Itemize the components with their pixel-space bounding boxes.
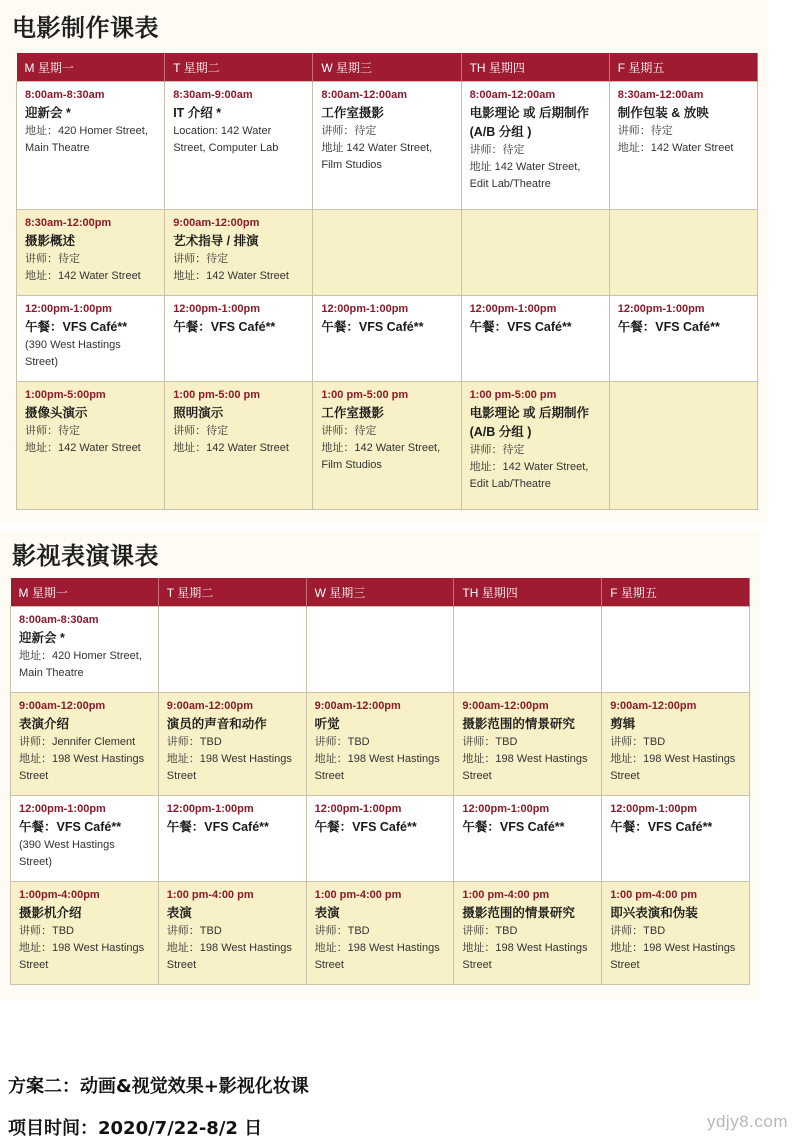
session-detail: 地址：198 West Hastings [19,942,145,954]
session-detail: 地址：198 West Hastings [19,753,145,765]
header-row [11,578,750,607]
session-detail: 讲师：待定 [25,253,80,265]
session-detail: Main Theatre [25,142,90,154]
header-friday: F 星期五 [602,578,750,607]
schedule-cell [313,296,461,382]
schedule-cell [454,607,602,693]
header-friday: F 星期五 [609,53,757,82]
session-time: 8:30am-12:00am [617,89,704,101]
table-row [11,607,750,693]
table-row [17,382,758,510]
session-detail: 地址：142 Water Street [25,442,141,454]
session-detail: 地址：198 West Hastings [314,753,440,765]
session-title: 摄影范围的情景研究 [462,717,575,731]
session-time: 9:00am-12:00pm [462,700,549,712]
schedule-cell [17,296,165,382]
session-time: 8:00am-12:00am [321,89,407,101]
session-time: 8:00am-8:30am [19,614,99,626]
session-title: 表演 [314,906,340,920]
session-time: 1:00 pm-4:00 pm [462,889,550,901]
schedule-cell [165,82,313,210]
session-detail: Street) [25,356,59,368]
schedule-title: 电影制作课表 [12,14,159,42]
session-detail: Street [610,959,640,971]
header-thursday: TH 星期四 [454,578,602,607]
session-detail: 地址：198 West Hastings [610,942,736,954]
session-time: 12:00pm-1:00pm [610,803,698,815]
session-detail: 讲师：TBD [314,925,370,937]
schedule-cell [313,82,461,210]
session-detail: 讲师：待定 [617,125,673,137]
schedule-cell [306,882,454,985]
table-row [11,796,750,882]
session-detail: Street) [19,856,53,868]
schedule-cell [461,82,609,210]
header-monday: M 星期一 [11,578,159,607]
session-time: 12:00pm-1:00pm [314,803,402,815]
session-detail: 地址 142 Water Street, [469,161,581,173]
session-time: 8:00am-8:30am [25,89,105,101]
session-detail: 讲师：TBD [166,925,222,937]
schedule-cell [313,210,461,296]
session-time: 1:00pm-4:00pm [19,889,100,901]
schedule-cell [602,693,750,796]
session-title: 表演 [166,906,192,920]
session-time: 1:00pm-5:00pm [25,389,106,401]
session-detail: Street [166,770,197,782]
session-title: IT 介绍 * [173,106,222,120]
session-time: 12:00pm-1:00pm [617,303,705,315]
session-detail: Street [19,770,49,782]
session-detail: 讲师：TBD [19,925,74,937]
session-time: 9:00am-12:00pm [314,700,401,712]
film-production-schedule [0,0,768,522]
table-row [17,210,758,296]
session-title: 午餐：VFS Café** [610,820,713,834]
session-detail: 地址：420 Homer Street, [25,125,148,137]
session-title: 制作包装 & 放映 [617,106,709,120]
schedule-cell [17,82,165,210]
schedule-cell [454,882,602,985]
header-wednesday: W 星期三 [313,53,461,82]
schedule-cell [158,882,306,985]
schedule-cell [454,796,602,882]
session-detail: Film Studios [321,459,382,471]
session-detail: Street [314,959,344,971]
schedule-cell [158,607,306,693]
session-detail: 地址：198 West Hastings [314,942,440,954]
session-detail: 地址：142 Water Street [617,142,734,154]
session-title: 摄影机介绍 [19,906,82,920]
session-time: 9:00am-12:00pm [19,700,106,712]
header-tuesday: T 星期二 [165,53,313,82]
acting-schedule [0,530,760,1000]
schedule-cell [158,796,306,882]
schedule-cell [165,210,313,296]
project-dates: 项目时间：2020/7/22-8/2 日 [8,1118,263,1139]
session-detail: 地址：198 West Hastings [166,942,292,954]
session-detail: Street [314,770,344,782]
session-title: 午餐：VFS Café** [25,320,128,334]
session-detail: Street [166,959,197,971]
session-detail: 讲师：待定 [321,125,377,137]
session-detail: 讲师：待定 [173,425,229,437]
session-title: 午餐：VFS Café** [617,320,720,334]
session-time: 12:00pm-1:00pm [25,303,112,315]
session-detail: 讲师：待定 [25,425,80,437]
session-detail: 地址：142 Water Street [25,270,141,282]
session-detail: 地址：198 West Hastings [166,753,292,765]
session-title: 工作室摄影 [321,106,384,120]
schedule-title: 影视表演课表 [12,542,159,570]
schedule-table [16,53,758,510]
header-row [17,53,758,82]
session-title: 艺术指导 / 排演 [173,234,259,248]
session-title: 午餐：VFS Café** [166,820,269,834]
session-title: 午餐：VFS Café** [173,320,276,334]
session-title: 表演介绍 [19,717,70,731]
plan-heading: 方案二：动画&视觉效果+影视化妆课 [8,1076,309,1097]
session-detail: Edit Lab/Theatre [469,178,551,190]
schedule-cell [602,882,750,985]
session-detail: 讲师：TBD [166,736,222,748]
session-title: 午餐：VFS Café** [321,320,424,334]
session-detail: 地址 142 Water Street, [321,142,433,154]
session-detail: Edit Lab/Theatre [469,478,551,490]
session-title: 午餐：VFS Café** [462,820,565,834]
session-detail: 讲师：待定 [469,144,525,156]
session-detail: 讲师：TBD [314,736,370,748]
session-detail: 地址：142 Water Street [173,270,289,282]
session-detail: Street, Computer Lab [173,142,279,154]
session-time: 1:00 pm-5:00 pm [173,389,260,401]
session-title: 即兴表演和伪装 [610,906,698,920]
session-time: 8:00am-12:00am [469,89,556,101]
session-detail: 地址：142 Water Street, [321,442,441,454]
session-detail: 讲师：待定 [173,253,229,265]
schedule-cell [158,693,306,796]
session-detail: (390 West Hastings [19,839,115,851]
session-time: 12:00pm-1:00pm [321,303,409,315]
table-row [17,296,758,382]
schedule-cell [609,210,757,296]
schedule-cell [461,382,609,510]
session-title: 摄影概述 [25,234,76,248]
schedule-cell [609,82,757,210]
schedule-cell [165,296,313,382]
table-row [11,693,750,796]
schedule-cell [602,607,750,693]
schedule-cell [306,607,454,693]
session-time: 1:00 pm-4:00 pm [166,889,254,901]
schedule-cell [454,693,602,796]
session-detail: 讲师：Jennifer Clement [19,736,136,748]
session-detail: 讲师：TBD [462,736,518,748]
session-time: 12:00pm-1:00pm [173,303,261,315]
header-thursday: TH 星期四 [461,53,609,82]
schedule-cell [11,796,159,882]
session-detail: (390 West Hastings [25,339,121,351]
header-tuesday: T 星期二 [158,578,306,607]
schedule-cell [602,796,750,882]
schedule-cell [17,210,165,296]
session-title: 听觉 [314,717,340,731]
session-time: 1:00 pm-5:00 pm [321,389,409,401]
session-title: 摄影范围的情景研究 [462,906,575,920]
schedule-cell [461,296,609,382]
session-title: 电影理论 或 后期制作 (A/B 分组 ) [469,106,590,139]
table-row [11,882,750,985]
session-time: 12:00pm-1:00pm [462,803,550,815]
site-watermark: ydjy8.com [706,1112,788,1131]
schedule-cell [313,382,461,510]
session-detail: 讲师：TBD [610,925,666,937]
session-time: 1:00 pm-4:00 pm [314,889,402,901]
session-title: 午餐：VFS Café** [314,820,417,834]
schedule-table [10,578,750,985]
session-time: 8:30am-12:00pm [25,217,112,229]
schedule-cell [461,210,609,296]
schedule-cell [11,882,159,985]
session-time: 12:00pm-1:00pm [19,803,106,815]
schedule-cell [11,607,159,693]
schedule-cell [165,382,313,510]
session-detail: 讲师：待定 [321,425,377,437]
session-detail: Film Studios [321,159,382,171]
session-time: 1:00 pm-5:00 pm [469,389,557,401]
session-title: 演员的声音和动作 [166,717,267,731]
session-title: 工作室摄影 [321,406,384,420]
session-detail: Street [462,770,492,782]
session-detail: 地址：142 Water Street, [469,461,589,473]
session-detail: 讲师：待定 [469,444,525,456]
schedule-cell [11,693,159,796]
session-title: 迎新会 * [19,631,65,645]
session-time: 12:00pm-1:00pm [469,303,557,315]
session-detail: Location: 142 Water [173,125,272,137]
header-wednesday: W 星期三 [306,578,454,607]
schedule-cell [609,296,757,382]
session-detail: 地址：198 West Hastings [462,942,588,954]
schedule-cell [306,796,454,882]
session-detail: 地址：198 West Hastings [462,753,588,765]
table-row [17,82,758,210]
session-title: 照明演示 [173,406,224,420]
session-time: 1:00 pm-4:00 pm [610,889,697,901]
session-detail: 地址：142 Water Street [173,442,289,454]
session-detail: Main Theatre [19,667,84,679]
session-time: 9:00am-12:00pm [610,700,697,712]
session-detail: 地址：198 West Hastings [610,753,736,765]
session-title: 摄像头演示 [25,406,88,420]
session-detail: Street [610,770,640,782]
session-title: 电影理论 或 后期制作 (A/B 分组 ) [469,406,590,439]
session-detail: 讲师：TBD [610,736,666,748]
header-monday: M 星期一 [17,53,165,82]
session-time: 9:00am-12:00pm [173,217,260,229]
schedule-cell [609,382,757,510]
session-time: 8:30am-9:00am [173,89,253,101]
session-title: 剪辑 [610,717,636,731]
session-time: 9:00am-12:00pm [166,700,254,712]
session-time: 12:00pm-1:00pm [166,803,254,815]
session-detail: 讲师：TBD [462,925,518,937]
schedule-cell [17,382,165,510]
session-detail: Street [462,959,492,971]
session-detail: 地址：420 Homer Street, [19,650,142,662]
session-detail: Street [19,959,49,971]
session-title: 迎新会 * [25,106,71,120]
schedule-cell [306,693,454,796]
session-title: 午餐：VFS Café** [19,820,122,834]
session-title: 午餐：VFS Café** [469,320,572,334]
